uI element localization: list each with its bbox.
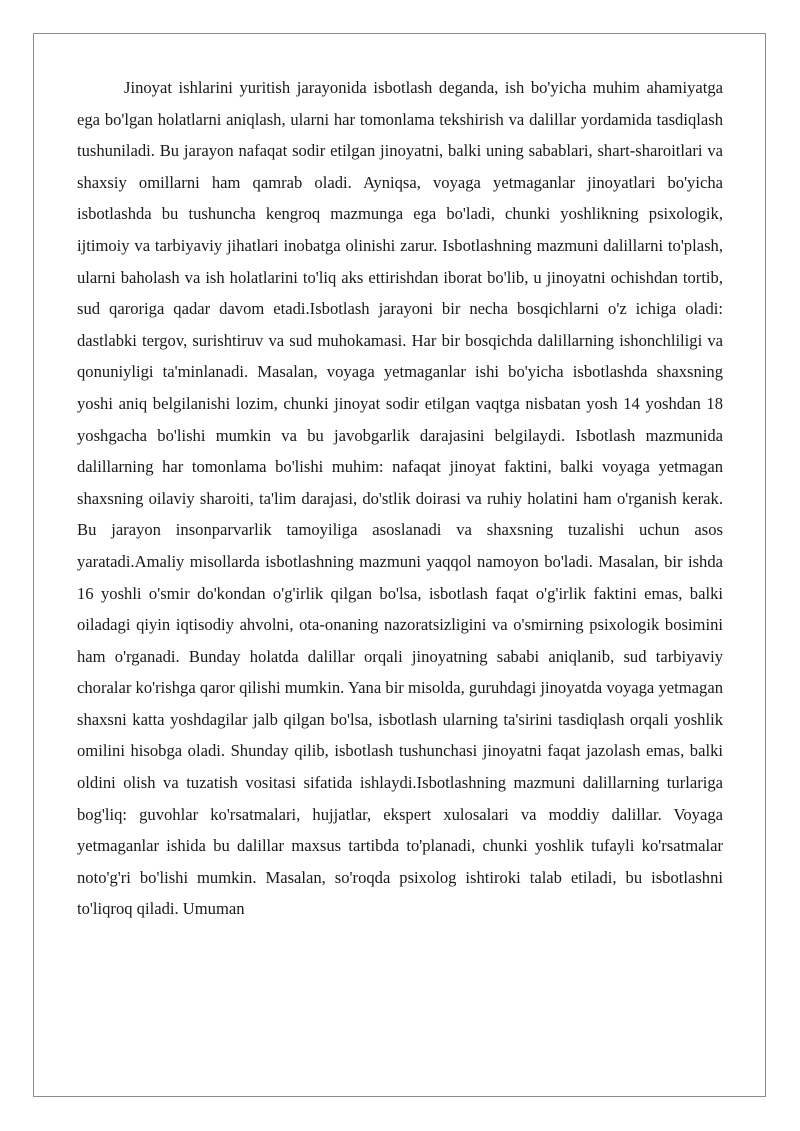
body-paragraph: Jinoyat ishlarini yuritish jarayonida isbotlash deganda, ish bo'yicha muhim ahamiyatga ega bo'lgan holatlarni aniqlash, ularni har tomonlama tekshirish va dalillar yordamida tasdiqlash tushuniladi. Bu jarayon nafaqat sodir etilgan jinoyatni, balki uning sabablari, shart-sharoitlari va shaxsiy omillarni ham qamrab oladi. Ayniqsa, voyaga yetmaganlar jinoyatlari bo'yicha isbotlashda bu tushuncha kengroq mazmunga ega bo'ladi, chunki yoshlikning psixologik, ijtimoiy va tarbiyaviy jihatlari inobatga olinishi zarur. Isbotlashning mazmuni dalillarni to'plash, ularni baholash va ish holatlarini to'liq aks ettirishdan iborat bo'lib, u jinoyatni ochishdan tortib, sud qaroriga qadar davom etadi.Isbotlash jarayoni bir necha bosqichlarni o'z ichiga oladi: dastlabki tergov, surishtiruv va sud muhokamasi. Har bir bosqichda dalillarning ishonchliligi va qonuniyligi ta'minlanadi. Masalan, voyaga yetmaganlar ishi bo'yicha isbotlashda shaxsning yoshi aniq belgilanishi lozim, chunki jinoyat sodir etilgan vaqtga nisbatan yosh 14 yoshdan 18 yoshgacha bo'lishi mumkin va bu javobgarlik darajasini belgilaydi. Isbotlash mazmunida dalillarning har tomonlama bo'lishi muhim: nafaqat jinoyat faktini, balki voyaga yetmagan shaxsning oilaviy sharoiti, ta'lim darajasi, do'stlik doirasi va ruhiy holatini ham o'rganish kerak. Bu jarayon insonparvarlik tamoyiliga asoslanadi va shaxsning tuzalishi uchun asos yaratadi.Amaliy misollarda isbotlashning mazmuni yaqqol namoyon bo'ladi. Masalan, bir ishda 16 yoshli o'smir do'kondan o'g'irlik qilgan bo'lsa, isbotlash faqat o'g'irlik faktini emas, balki oiladagi qiyin iqtisodiy ahvolni, ota-onaning nazoratsizligini va o'smirning psixologik bosimini ham o'rganadi. Bunday holatda dalillar orqali jinoyatning sababi aniqlanib, sud tarbiyaviy choralar ko'rishga qaror qilishi mumkin. Yana bir misolda, guruhdagi jinoyatda voyaga yetmagan shaxsni katta yoshdagilar jalb qilgan bo'lsa, isbotlash ularning ta'sirini tasdiqlash orqali yoshlik omilini hisobga oladi. Shunday qilib, isbotlash tushunchasi jinoyatni faqat jazolash emas, balki oldini olish va tuzatish vositasi sifatida ishlaydi.Isbotlashning mazmuni dalillarning turlariga bog'liq: guvohlar ko'rsatmalari, hujjatlar, ekspert xulosalari va moddiy dalillar. Voyaga yetmaganlar ishida bu dalillar maxsus tartibda to'planadi, chunki yoshlik tufayli ko'rsatmalar noto'g'ri bo'lishi mumkin. Masalan, so'roqda psixolog ishtiroki talab etiladi, bu isbotlashni to'liqroq qiladi. Umuman	[77, 78, 723, 919]
document-body	[77, 72, 723, 925]
